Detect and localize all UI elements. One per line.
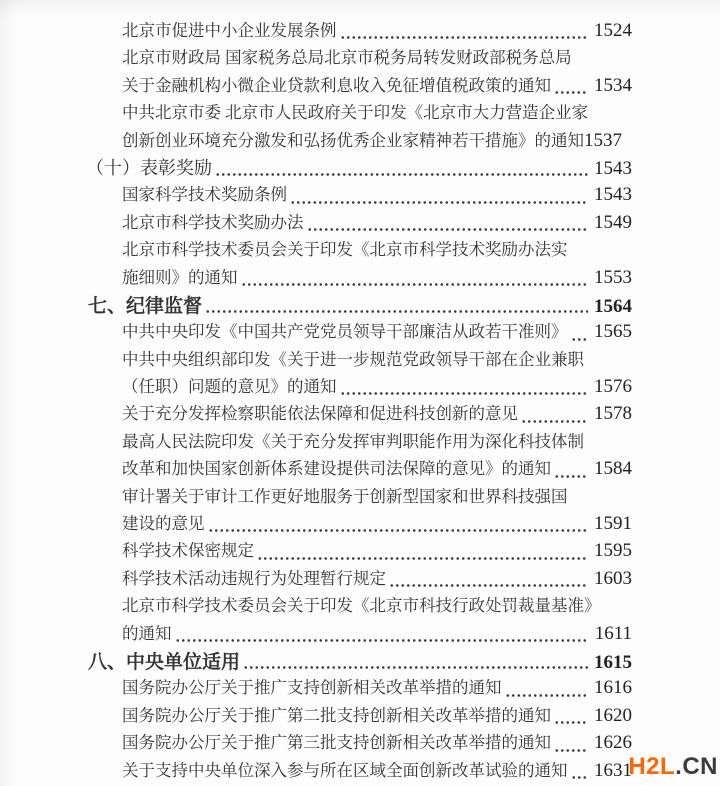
entry-text: 八、中央单位适用: [88, 651, 241, 673]
dot-leader: [243, 666, 588, 669]
dot-leader: [571, 338, 589, 341]
entry-text: 中共北京市委 北京市人民政府关于印发《北京市大力营造企业家: [122, 103, 589, 123]
page-number: 1626: [594, 732, 632, 754]
toc-entry: [0, 373, 720, 400]
toc-entry: [0, 592, 720, 619]
toc-entry: [0, 428, 720, 455]
page-number: 1578: [594, 403, 632, 425]
entry-text: 北京市科学技术委员会关于印发《北京市科学技术奖励办法实: [122, 240, 568, 260]
dot-leader: [175, 639, 589, 642]
toc-entry: [0, 127, 720, 154]
toc-entry: [0, 757, 720, 784]
entry-text: 关于支持中央单位深入参与所在区域全面创新改革试验的通知: [122, 760, 568, 780]
page-number: 1543: [594, 157, 632, 179]
dot-leader: [241, 283, 589, 286]
entry-text: 施细则》的通知: [122, 267, 238, 287]
dot-leader: [340, 392, 589, 395]
toc-entry: [0, 565, 720, 592]
dot-leader: [554, 721, 588, 724]
entry-text: 中共中央印发《中国共产党党员领导干部廉洁从政若干准则》: [122, 322, 568, 342]
page-number: 1603: [594, 567, 632, 589]
page-number: 1543: [594, 184, 632, 206]
dot-leader: [554, 91, 588, 94]
entry-text: 中共中央组织部印发《关于进一步规范党政领导干部在企业兼职: [122, 349, 584, 369]
page-number: 1584: [594, 458, 632, 480]
page-number: 1615: [594, 651, 632, 673]
toc-entry: [0, 72, 720, 99]
toc-entry: [0, 647, 720, 674]
dot-leader: [215, 173, 588, 176]
dot-leader: [307, 228, 589, 231]
toc-entry: [0, 17, 720, 44]
toc-entry: [0, 729, 720, 756]
toc-entry: [0, 702, 720, 729]
dot-leader: [389, 584, 588, 587]
toc-entry: [0, 264, 720, 291]
toc-entry: [0, 537, 720, 564]
entry-text: 关于金融机构小微企业贷款利息收入免征增值税政策的通知: [122, 75, 551, 95]
entry-text: 创新创业环境充分激发和弘扬优秀企业家精神若干措施》的通知: [122, 130, 584, 150]
toc-entry: [0, 400, 720, 427]
page-number: 1611: [594, 622, 632, 644]
toc-entry: [0, 291, 720, 318]
page-number: 1576: [594, 376, 632, 398]
entry-text: 国家科学技术奖励条例: [122, 185, 287, 205]
entry-text: 建设的意见: [122, 514, 205, 534]
toc-entry: [0, 181, 720, 208]
toc-entry: [0, 483, 720, 510]
dot-leader: [208, 529, 589, 532]
toc-entry: [0, 455, 720, 482]
entry-text: 最高人民法院印发《关于充分发挥审判职能作用为深化科技体制: [122, 431, 584, 451]
entry-text: 北京市科学技术奖励办法: [122, 212, 304, 232]
page-number: 1564: [594, 295, 632, 317]
entry-text: 改革和加快国家创新体系建设提供司法保障的意见》的通知: [122, 459, 551, 479]
entry-text: 审计署关于审计工作更好地服务于创新型国家和世界科技强国: [122, 486, 568, 506]
entry-text: 国务院办公厅关于推广第三批支持创新相关改革举措的通知: [122, 733, 551, 753]
dot-leader: [257, 557, 588, 560]
dot-leader: [521, 420, 588, 423]
page-number: 1631: [594, 759, 632, 781]
toc-entry: [0, 346, 720, 373]
dot-leader: [505, 694, 589, 697]
entry-text: 国务院办公厅关于推广支持创新相关改革举措的通知: [122, 678, 502, 698]
entry-text: 国务院办公厅关于推广第二批支持创新相关改革举措的通知: [122, 705, 551, 725]
entry-text: （十）表彰奖励: [86, 157, 212, 178]
dot-leader: [340, 36, 589, 39]
dot-leader: [571, 776, 589, 779]
toc-entry: [0, 510, 720, 537]
page-number: 1549: [594, 211, 632, 233]
dot-leader: [290, 201, 588, 204]
page-number: 1591: [594, 513, 632, 535]
page-number: 1553: [594, 266, 632, 288]
toc-entry: [0, 209, 720, 236]
page-number: 1534: [594, 74, 632, 96]
entry-text: 科学技术保密规定: [122, 541, 254, 561]
toc-entry: [0, 318, 720, 345]
entry-text: 科学技术活动违规行为处理暂行规定: [122, 568, 386, 588]
watermark: [628, 755, 718, 779]
dot-leader: [205, 310, 588, 313]
page-number: 1537: [584, 129, 622, 151]
toc-entry: [0, 674, 720, 701]
entry-text: 北京市科学技术委员会关于印发《北京市科技行政处罚裁量基准》: [122, 596, 601, 616]
entry-text: 北京市财政局 国家税务总局北京市税务局转发财政部税务总局: [122, 48, 572, 68]
page-number: 1524: [594, 20, 632, 41]
page-number: 1616: [594, 677, 632, 699]
dot-leader: [554, 475, 588, 478]
entry-text: 北京市促进中小企业发展条例: [122, 21, 337, 40]
toc-entry: [0, 620, 720, 647]
toc-entry: [0, 44, 720, 71]
page-number: 1595: [594, 540, 632, 562]
page-number: 1565: [594, 321, 632, 343]
entry-text: （任职）问题的意见》的通知: [122, 377, 337, 397]
entry-text: 的通知: [122, 623, 172, 643]
dot-leader: [554, 749, 588, 752]
entry-text: 关于充分发挥检察职能依法保障和促进科技创新的意见: [122, 404, 518, 424]
toc-entry: [0, 236, 720, 263]
toc-entry: [0, 99, 720, 126]
page-number: 1620: [594, 704, 632, 726]
toc-entry: [0, 154, 720, 181]
entry-text: 七、纪律监督: [88, 295, 203, 317]
watermark-secondary-text: .CN: [675, 753, 718, 780]
watermark-primary-text: H2L: [628, 753, 676, 780]
